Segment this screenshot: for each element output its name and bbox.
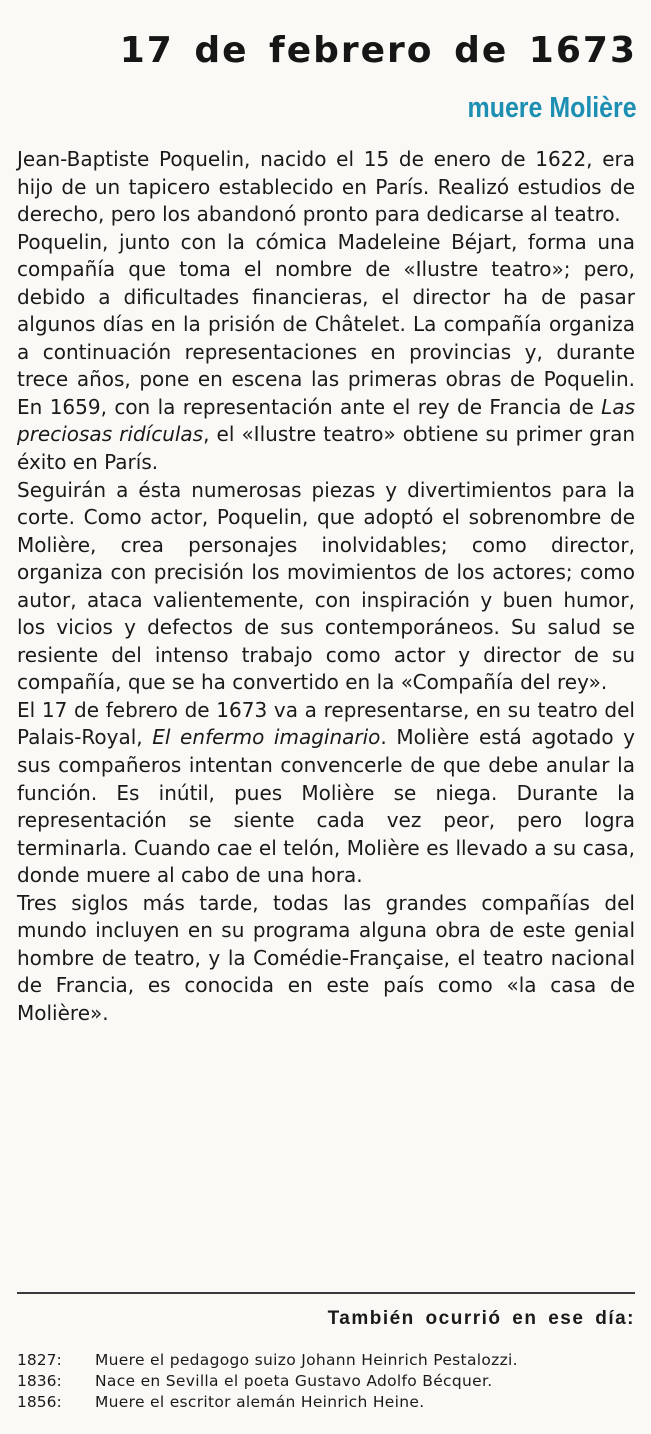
article-body xyxy=(17,146,635,1028)
paragraph-text: , el «Ilustre teatro» obtiene su primer gran éxito en París. xyxy=(17,422,635,475)
section-divider xyxy=(17,1292,635,1294)
event-year: 1836: xyxy=(17,1372,62,1390)
event-year: 1856: xyxy=(17,1393,62,1411)
paragraph-text: El 17 de febrero de 1673 va a representarse, en su teatro del Palais-Royal, xyxy=(17,697,635,750)
work-title: Las preciosas ridículas xyxy=(17,394,635,447)
paragraph-text: Seguirán a ésta numerosas piezas y divertimientos para la corte. Como actor, Poquelin, que adoptó el sobrenombre de Molière, crea personajes inolvidables; como director, organiza con precisión los movimientos de los actores; como autor, ataca valientemente, con inspiración y buen humor, los vicios y defectos de sus contemporáneos. Su salud se resiente del intenso trabajo como actor y director de su compañía, que se ha convertido en la «Compañía del rey». xyxy=(17,477,635,695)
article-paragraph xyxy=(17,890,635,1028)
article-paragraph xyxy=(17,477,635,697)
paragraph-text: . Molière está agotado y sus compañeros intentan convencerle de que debe anular la función. Es inútil, pues Molière se niega. Durante la representación se siente cada vez peor, pero logra terminarla. Cuando cae el telón, Molière es llevado a su casa, donde muere al cabo de una hora. xyxy=(17,725,635,888)
paragraph-text: Poquelin, junto con la cómica Madeleine Béjart, forma una compañía que toma el nombre de «Ilustre teatro»; pero, debido a dificultades financieras, el director ha de pasar algunos días en la prisión de Châtelet. La compañía organiza a continuación representaciones en provincias y, durante trece años, pone en escena las primeras obras de Poquelin. En 1659, con la representación ante el rey de Francia de xyxy=(17,229,635,419)
event-description: Nace en Sevilla el poeta Gustavo Adolfo Bécquer. xyxy=(95,1372,493,1390)
event-row xyxy=(17,1371,647,1392)
article-paragraph xyxy=(17,697,635,890)
event-year: 1827: xyxy=(17,1351,62,1369)
paragraph-text: Tres siglos más tarde, todas las grandes compañías del mundo incluyen en su programa alguna obra de este genial hombre de teatro, y la Comédie-Française, el teatro nacional de Francia, es conocida en este país como «la casa de Molière». xyxy=(17,890,635,1025)
event-description: Muere el pedagogo suizo Johann Heinrich Pestalozzi. xyxy=(95,1351,518,1369)
work-title: El enfermo imaginario xyxy=(152,725,381,750)
paragraph-text: Jean-Baptiste Poquelin, nacido el 15 de enero de 1622, era hijo de un tapicero establecido en París. Realizó estudios de derecho, pero los abandonó pronto para dedicarse al teatro. xyxy=(17,147,635,227)
subtitle: muere Molière xyxy=(467,92,637,124)
events-list xyxy=(17,1350,647,1413)
article-paragraph xyxy=(17,146,635,229)
article-paragraph xyxy=(17,229,635,477)
also-happened-heading: También ocurrió en ese día: xyxy=(327,1308,635,1329)
date-title: 17 de febrero de 1673 xyxy=(119,30,637,71)
event-row xyxy=(17,1350,647,1371)
event-description: Muere el escritor alemán Heinrich Heine. xyxy=(95,1393,425,1411)
event-row xyxy=(17,1392,647,1413)
